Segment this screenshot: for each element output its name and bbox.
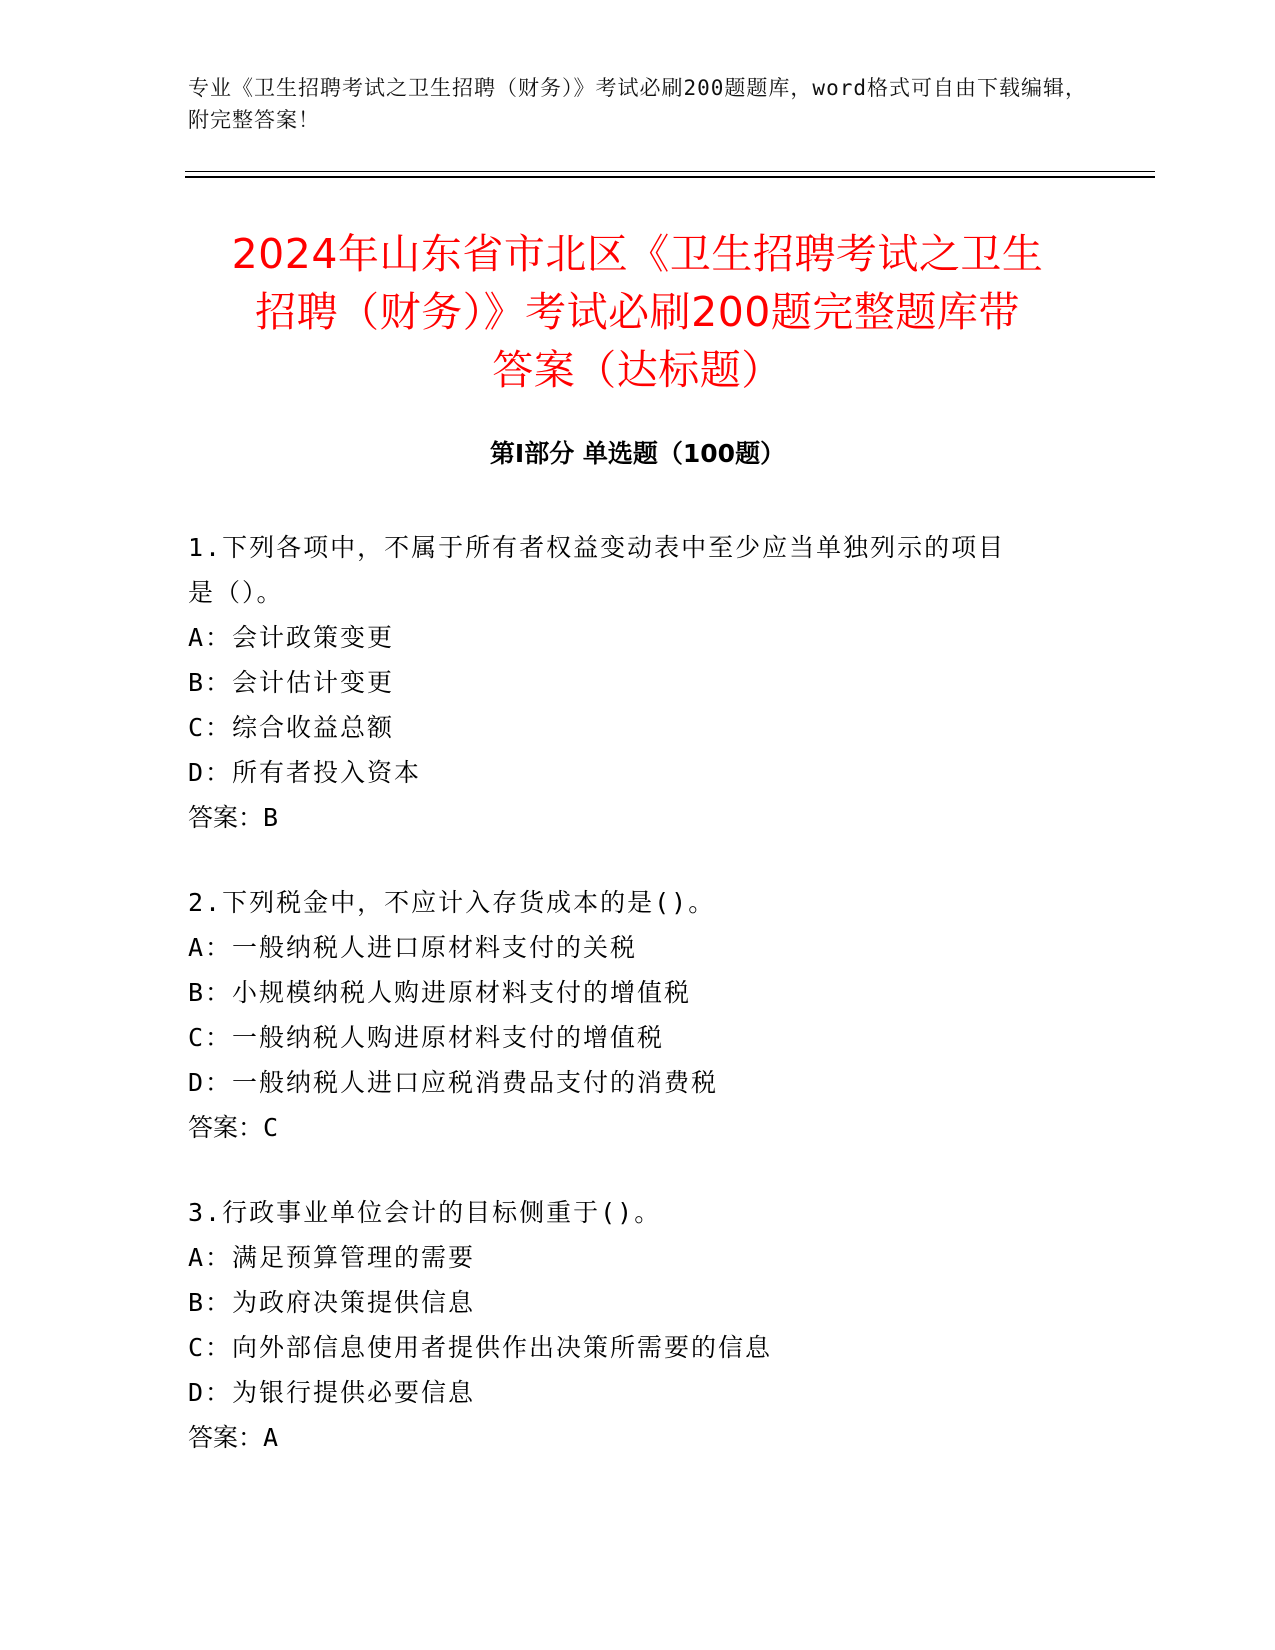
option-c: C：综合收益总额 (188, 713, 395, 742)
answer-line (188, 1105, 1088, 1150)
option-d: D：为银行提供必要信息 (188, 1378, 476, 1407)
question-item (188, 1190, 1088, 1460)
answer-label: 答案： (188, 803, 264, 832)
header-rule-thick (185, 176, 1155, 178)
title-line-3: 答案（达标题） (492, 346, 783, 394)
answer-value: B (263, 803, 279, 832)
option-c: C：一般纳税人购进原材料支付的增值税 (188, 1023, 665, 1052)
option-a: A：会计政策变更 (188, 623, 395, 652)
title-line-1: 2024年山东省市北区《卫生招聘考试之卫生 (231, 230, 1044, 278)
option-b: B：小规模纳税人购进原材料支付的增值税 (188, 978, 692, 1007)
document-title (150, 225, 1125, 399)
answer-line (188, 1415, 1088, 1460)
answer-line (188, 795, 1088, 840)
option-a: A：一般纳税人进口原材料支付的关税 (188, 933, 638, 962)
question-item (188, 880, 1088, 1150)
section-heading: 第Ⅰ部分 单选题（100题） (489, 439, 786, 468)
option-b: B：会计估计变更 (188, 668, 395, 697)
option-b: B：为政府决策提供信息 (188, 1288, 476, 1317)
title-line-2: 招聘（财务）》考试必刷200题完整题库带 (255, 288, 1020, 336)
option-a: A：满足预算管理的需要 (188, 1243, 476, 1272)
question-stem-line: 是（）。 (188, 578, 284, 607)
answer-label: 答案： (188, 1113, 264, 1142)
answer-value: A (263, 1423, 279, 1452)
option-d: D：所有者投入资本 (188, 758, 422, 787)
option-c: C：向外部信息使用者提供作出决策所需要的信息 (188, 1333, 773, 1362)
answer-value: C (263, 1113, 279, 1142)
question-item (188, 525, 1088, 840)
question-list (188, 525, 1088, 1500)
question-stem-line: 2.下列税金中，不应计入存货成本的是()。 (188, 888, 716, 917)
header-note: 专业《卫生招聘考试之卫生招聘（财务）》考试必刷200题题库，word格式可自由下载编辑，附完整答案！ (188, 76, 1087, 132)
question-stem-line: 3.行政事业单位会计的目标侧重于()。 (188, 1198, 662, 1227)
header-rule-thin (185, 171, 1155, 172)
option-d: D：一般纳税人进口应税消费品支付的消费税 (188, 1068, 719, 1097)
answer-label: 答案： (188, 1423, 264, 1452)
question-stem-line: 1.下列各项中，不属于所有者权益变动表中至少应当单独列示的项目 (188, 533, 1006, 562)
